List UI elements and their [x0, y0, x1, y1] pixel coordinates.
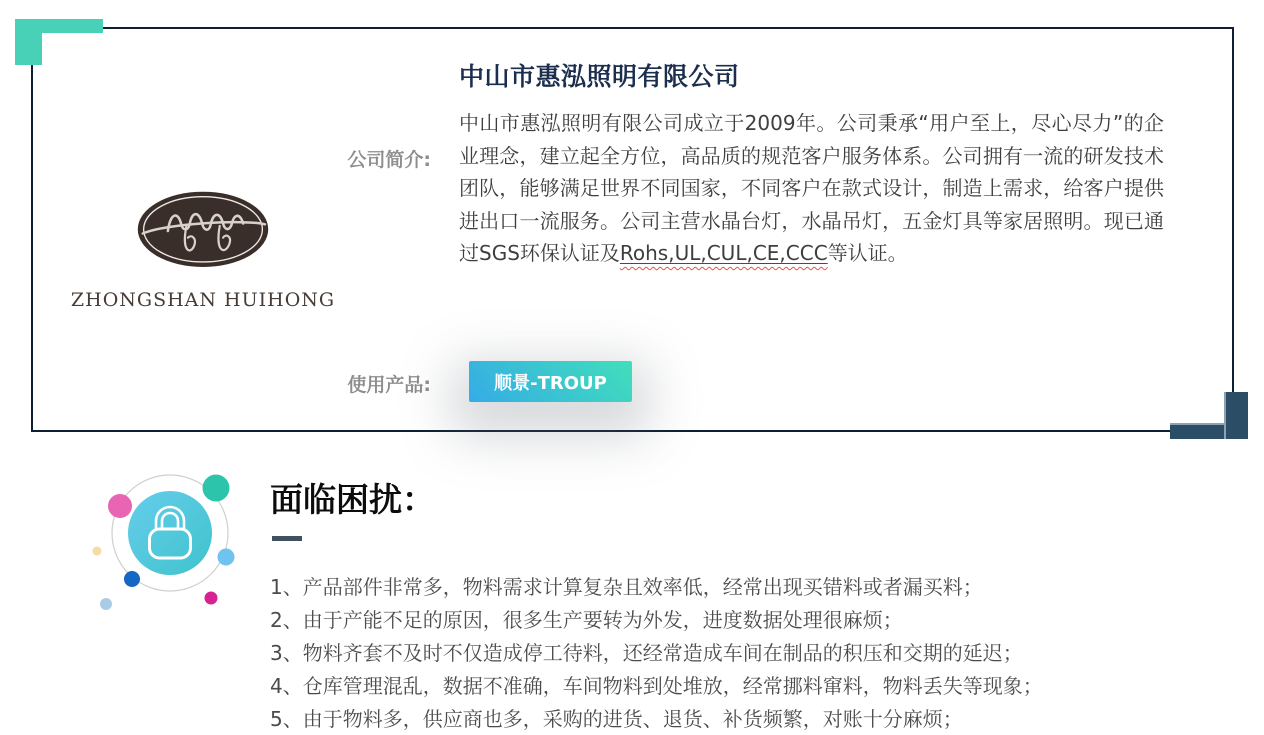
trouble-item: 1、产品部件非常多，物料需求计算复杂且效率低，经常出现买错料或者漏买料； [270, 575, 983, 599]
company-title: 中山市惠泓照明有限公司 [459, 62, 740, 91]
intro-text-main: 中山市惠泓照明有限公司成立于2009年。公司秉承“用户至上，尽心尽力”的企业理念，建立起全方位，高品质的规范客户服务体系。公司拥有一流的研发技术团队，能够满足世界不同国家，不同客户在款式设计，制造上需求，给客户提供进出口一流服务。公司主营水晶台灯，水晶吊灯，五金灯具等家居照明。现已通过SGS环保认证及 [459, 111, 1164, 265]
trouble-item: 2、由于产能不足的原因，很多生产要转为外发，进度数据处理很麻烦； [270, 608, 903, 632]
company-logo-text: ZHONGSHAN HUIHONG [70, 289, 336, 311]
trouble-item: 5、由于物料多，供应商也多，采购的进货、退货、补货频繁，对账十分麻烦； [270, 707, 963, 731]
company-intro-paragraph [459, 107, 1164, 270]
troubles-list [270, 571, 1160, 735]
product-used-label: 使用产品: [347, 374, 431, 396]
company-logo [70, 185, 336, 311]
title-underline-dash [272, 536, 302, 541]
huihong-logo-icon [119, 185, 287, 277]
product-button[interactable]: 顺景-TROUP [469, 361, 632, 402]
trouble-item: 3、物料齐套不及时不仅造成停工待料，还经常造成车间在制品的积压和交期的延迟； [270, 641, 1023, 665]
trouble-item: 4、仓库管理混乱，数据不准确，车间物料到处堆放，经常挪料窜料，物料丢失等现象； [270, 674, 1043, 698]
intro-text-tail: 等认证。 [827, 241, 908, 265]
troubles-title: 面临困扰： [270, 480, 435, 519]
navy-corner-decoration [1224, 392, 1248, 439]
certification-text: Rohs,UL,CUL,CE,CCC [619, 241, 828, 265]
teal-corner-decoration [15, 19, 42, 65]
lock-icon [80, 450, 250, 622]
company-intro-label: 公司简介: [347, 149, 431, 171]
